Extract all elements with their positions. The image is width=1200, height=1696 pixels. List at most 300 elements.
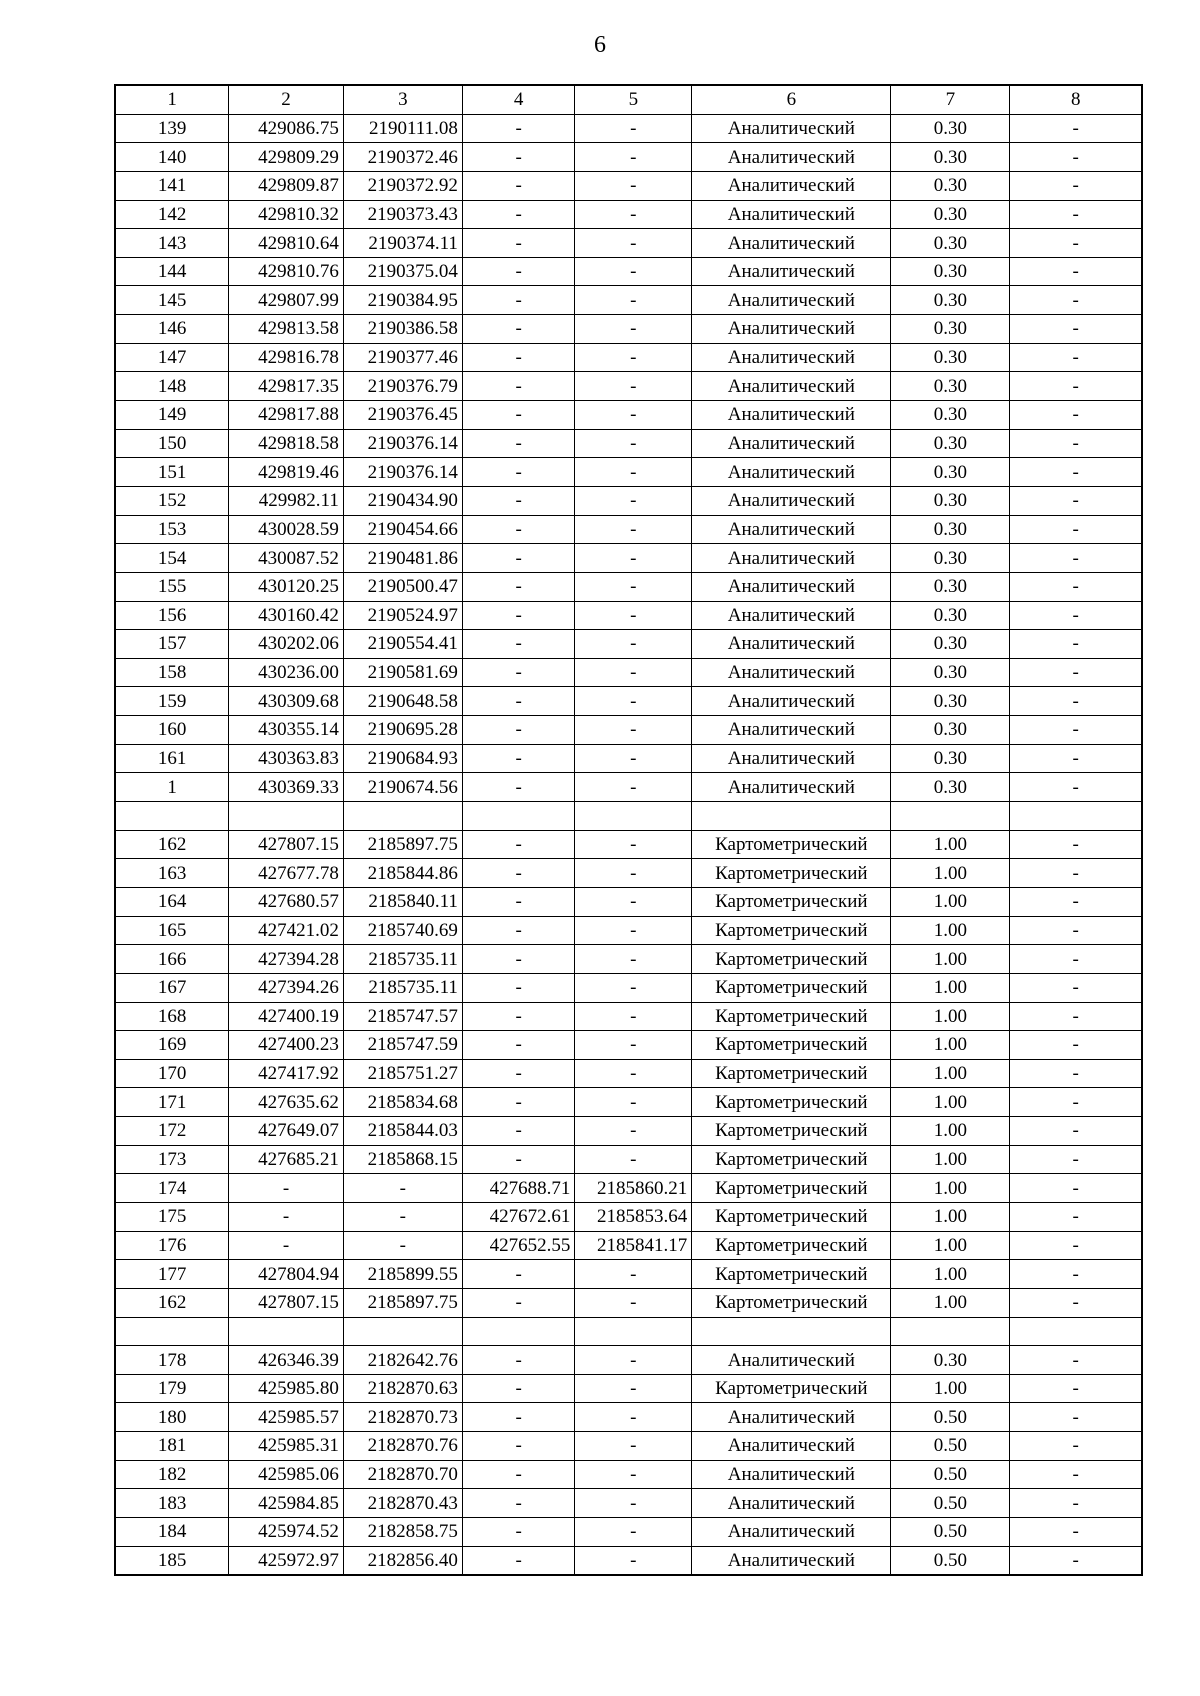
table-cell-col7: 0.30 [891,401,1010,430]
table-cell-col4: - [462,257,575,286]
table-cell-col1: 145 [115,286,229,315]
table-cell-col4: - [462,515,575,544]
table-cell-col7: 0.30 [891,658,1010,687]
table-cell-col5: - [575,687,692,716]
table-cell-col7: 0.30 [891,114,1010,143]
table-cell-col8: - [1010,744,1142,773]
column-header-4: 4 [462,85,575,114]
table-cell-col2: 426346.39 [229,1346,344,1375]
table-cell-col1: 162 [115,830,229,859]
table-row [115,315,1142,344]
table-cell-col4: - [462,458,575,487]
table-cell-col1: 157 [115,630,229,659]
table-cell-col8: - [1010,1231,1142,1260]
column-header-7: 7 [891,85,1010,114]
table-cell-col8: - [1010,429,1142,458]
table-cell-col4: - [462,1059,575,1088]
table-cell-col8: - [1010,229,1142,258]
table-cell-col6: Аналитический [692,401,891,430]
table-cell-col2: 425985.31 [229,1432,344,1461]
table-cell-col4: - [462,859,575,888]
table-cell-col4: - [462,143,575,172]
table-row [115,1518,1142,1547]
table-cell-col5: - [575,401,692,430]
table-cell-col3: 2190386.58 [343,315,462,344]
table-cell-col7: 0.50 [891,1518,1010,1547]
column-header-8: 8 [1010,85,1142,114]
table-cell-col4: - [462,973,575,1002]
table-cell-col1: 156 [115,601,229,630]
table-cell-col6: Аналитический [692,200,891,229]
table-cell-col1: 185 [115,1546,229,1575]
table-cell-col6: Картометрический [692,1374,891,1403]
table-cell-col4: - [462,229,575,258]
table-cell-col2: 425985.57 [229,1403,344,1432]
header-row [115,85,1142,114]
table-cell-col5: - [575,916,692,945]
table-cell-col8: - [1010,887,1142,916]
table-cell-col5: - [575,1403,692,1432]
table-cell-col2: 429982.11 [229,486,344,515]
table-cell-col5: - [575,887,692,916]
column-header-1: 1 [115,85,229,114]
table-cell-col4: 427688.71 [462,1174,575,1203]
table-cell-col3: 2182870.63 [343,1374,462,1403]
table-cell-col1: 182 [115,1460,229,1489]
table-cell-col3: 2185897.75 [343,1288,462,1317]
table-cell-col7: 0.30 [891,544,1010,573]
table-cell-col4: - [462,687,575,716]
table-cell-col7: 0.30 [891,773,1010,802]
table-cell-col1: 153 [115,515,229,544]
table-cell-col8: - [1010,1460,1142,1489]
table-cell-col2: 430087.52 [229,544,344,573]
table-cell-col3: 2190454.66 [343,515,462,544]
table-cell-col5: - [575,1059,692,1088]
table-cell-col5: - [575,1002,692,1031]
table-cell-col4: - [462,716,575,745]
table-cell-col7: 1.00 [891,1374,1010,1403]
table-cell-col8: - [1010,1117,1142,1146]
table-cell-col5: - [575,458,692,487]
table-cell-col7: 1.00 [891,887,1010,916]
table-cell-col5: - [575,171,692,200]
table-cell-col6: Картометрический [692,1231,891,1260]
table-cell-col6: Картометрический [692,945,891,974]
table-row [115,1346,1142,1375]
table-cell-col2: 429810.32 [229,200,344,229]
table-cell-col6: Аналитический [692,1432,891,1461]
table-cell-col8: - [1010,286,1142,315]
table-cell-col5: - [575,1432,692,1461]
table-row [115,1117,1142,1146]
table-cell-col7: 1.00 [891,859,1010,888]
table-cell-col2: 429807.99 [229,286,344,315]
table-cell-col4: - [462,372,575,401]
table-cell-col8: - [1010,1374,1142,1403]
table-cell-col2: 429086.75 [229,114,344,143]
table-cell-col7: 0.30 [891,429,1010,458]
table-cell-col4: - [462,343,575,372]
table-row [115,1059,1142,1088]
table-row [115,1002,1142,1031]
table-cell-col1: 159 [115,687,229,716]
table-cell-col4: - [462,601,575,630]
table-cell-col8: - [1010,572,1142,601]
table-cell-col1: 164 [115,887,229,916]
table-cell-col1: 180 [115,1403,229,1432]
table-row [115,343,1142,372]
table-row [115,1288,1142,1317]
table-cell-col2: 430363.83 [229,744,344,773]
table-cell-col2: 429809.29 [229,143,344,172]
table-cell-col3: 2182858.75 [343,1518,462,1547]
table-cell-col2: 425974.52 [229,1518,344,1547]
table-cell-col1: 146 [115,315,229,344]
table-cell-col5: - [575,1546,692,1575]
table-cell-col4: - [462,1374,575,1403]
table-cell-col1: 177 [115,1260,229,1289]
table-cell-col8: - [1010,171,1142,200]
table-row [115,1546,1142,1575]
table-cell-col8: - [1010,372,1142,401]
table-cell-col5: - [575,716,692,745]
table-cell-col6: Аналитический [692,343,891,372]
table-cell-col3: 2190375.04 [343,257,462,286]
table-cell-col1: 166 [115,945,229,974]
table-cell-col8: - [1010,1403,1142,1432]
table-cell-col5: - [575,114,692,143]
table-cell-col8: - [1010,601,1142,630]
table-cell-col8 [1010,1317,1142,1346]
table-cell-col5: - [575,1145,692,1174]
table-cell-col5: - [575,200,692,229]
table-cell-col1: 176 [115,1231,229,1260]
table-cell-col8: - [1010,1202,1142,1231]
table-cell-col3: 2185897.75 [343,830,462,859]
table-cell-col7: 0.30 [891,343,1010,372]
table-row [115,1202,1142,1231]
table-cell-col3: - [343,1202,462,1231]
table-row [115,286,1142,315]
table-cell-col8 [1010,802,1142,831]
table-cell-col1: 148 [115,372,229,401]
table-cell-col4: - [462,429,575,458]
table-cell-col8: - [1010,1002,1142,1031]
table-cell-col7: 0.30 [891,515,1010,544]
table-cell-col2: 429819.46 [229,458,344,487]
table-row-separator [115,802,1142,831]
table-cell-col5: - [575,1518,692,1547]
table-row [115,1231,1142,1260]
table-cell-col5: - [575,830,692,859]
table-row [115,658,1142,687]
table-cell-col6: Аналитический [692,1346,891,1375]
table-cell-col7: 0.30 [891,630,1010,659]
table-cell-col8: - [1010,143,1142,172]
table-cell-col6: Аналитический [692,286,891,315]
table-cell-col2: 427400.23 [229,1031,344,1060]
table-cell-col5: - [575,773,692,802]
table-cell-col3: 2185868.15 [343,1145,462,1174]
table-cell-col7: 1.00 [891,1288,1010,1317]
table-cell-col2: 427677.78 [229,859,344,888]
table-cell-col8: - [1010,773,1142,802]
table-cell-col3: 2185840.11 [343,887,462,916]
table-cell-col3: 2190434.90 [343,486,462,515]
table-row [115,1174,1142,1203]
table-cell-col6: Картометрический [692,1088,891,1117]
table-cell-col2: 429809.87 [229,171,344,200]
table-cell-col7: 0.30 [891,143,1010,172]
table-cell-col7: 1.00 [891,1260,1010,1289]
table-cell-col6: Аналитический [692,114,891,143]
table-cell-col3 [343,802,462,831]
table-row [115,401,1142,430]
table-cell-col8: - [1010,945,1142,974]
table-cell-col1: 174 [115,1174,229,1203]
table-cell-col4: - [462,1031,575,1060]
table-cell-col5: - [575,257,692,286]
table-cell-col7: 1.00 [891,1002,1010,1031]
table-cell-col5: - [575,544,692,573]
table-row [115,973,1142,1002]
table-cell-col5 [575,1317,692,1346]
table-cell-col6: Картометрический [692,1031,891,1060]
table-cell-col8: - [1010,716,1142,745]
table-cell-col3: 2190695.28 [343,716,462,745]
table-row [115,1088,1142,1117]
table-cell-col6: Аналитический [692,429,891,458]
table-cell-col6: Картометрический [692,830,891,859]
table-cell-col5: - [575,229,692,258]
table-cell-col3: 2182856.40 [343,1546,462,1575]
table-cell-col3: 2190376.14 [343,458,462,487]
table-cell-col7: 0.30 [891,257,1010,286]
table-cell-col7: 0.50 [891,1403,1010,1432]
table-cell-col6: Аналитический [692,601,891,630]
table-cell-col6: Аналитический [692,1403,891,1432]
table-cell-col6: Аналитический [692,229,891,258]
table-cell-col8: - [1010,515,1142,544]
table-row [115,171,1142,200]
table-cell-col6: Картометрический [692,1260,891,1289]
table-cell-col6: Картометрический [692,859,891,888]
table-cell-col3: 2182870.76 [343,1432,462,1461]
table-cell-col1: 179 [115,1374,229,1403]
table-cell-col8: - [1010,1088,1142,1117]
table-cell-col2: 425984.85 [229,1489,344,1518]
table-cell-col2: 430202.06 [229,630,344,659]
table-row [115,1489,1142,1518]
table-row [115,458,1142,487]
table-cell-col1: 150 [115,429,229,458]
table-cell-col2: 429813.58 [229,315,344,344]
table-cell-col8: - [1010,544,1142,573]
table-cell-col6: Картометрический [692,1288,891,1317]
table-row [115,200,1142,229]
table-cell-col6: Аналитический [692,372,891,401]
table-cell-col3: 2185747.59 [343,1031,462,1060]
table-cell-col4: - [462,1403,575,1432]
table-cell-col8: - [1010,687,1142,716]
table-cell-col4: - [462,773,575,802]
table-cell-col5: - [575,859,692,888]
table-cell-col4: - [462,171,575,200]
table-cell-col3: 2190384.95 [343,286,462,315]
table-cell-col5: - [575,429,692,458]
table-cell-col5: - [575,1288,692,1317]
table-cell-col1: 169 [115,1031,229,1060]
table-row [115,229,1142,258]
table-cell-col6: Аналитический [692,315,891,344]
table-cell-col2: 429816.78 [229,343,344,372]
table-row [115,1432,1142,1461]
table-cell-col7: 1.00 [891,1088,1010,1117]
table-cell-col1: 152 [115,486,229,515]
table-cell-col3: 2190376.79 [343,372,462,401]
table-cell-col5: - [575,486,692,515]
table-cell-col4: - [462,1288,575,1317]
table-cell-col7: 1.00 [891,1231,1010,1260]
table-cell-col6: Аналитический [692,1489,891,1518]
table-cell-col1: 175 [115,1202,229,1231]
table-cell-col6: Картометрический [692,1145,891,1174]
table-cell-col1: 161 [115,744,229,773]
table-row [115,887,1142,916]
table-cell-col1: 184 [115,1518,229,1547]
table-cell-col2: 429818.58 [229,429,344,458]
table-cell-col6: Аналитический [692,257,891,286]
table-cell-col4: 427652.55 [462,1231,575,1260]
table-cell-col8: - [1010,658,1142,687]
table-cell-col2: 425985.80 [229,1374,344,1403]
table-row [115,572,1142,601]
table-cell-col6: Аналитический [692,171,891,200]
table-cell-col5: - [575,1374,692,1403]
table-cell-col5: - [575,744,692,773]
table-cell-col2: 429810.76 [229,257,344,286]
table-cell-col7: 0.30 [891,171,1010,200]
table-cell-col3: 2190684.93 [343,744,462,773]
table-cell-col7: 1.00 [891,945,1010,974]
table-cell-col6: Картометрический [692,1117,891,1146]
coordinates-table [114,84,1143,1576]
table-cell-col5: - [575,572,692,601]
table-cell-col3: 2190481.86 [343,544,462,573]
table-cell-col3: 2185834.68 [343,1088,462,1117]
table-cell-col8: - [1010,343,1142,372]
column-header-2: 2 [229,85,344,114]
table-cell-col5: - [575,658,692,687]
table-cell-col3: 2185844.03 [343,1117,462,1146]
table-cell-col1 [115,1317,229,1346]
table-cell-col1: 165 [115,916,229,945]
table-cell-col8: - [1010,315,1142,344]
table-cell-col3: 2182870.70 [343,1460,462,1489]
table-cell-col5: - [575,1489,692,1518]
table-cell-col7: 0.30 [891,372,1010,401]
table-cell-col2: 427421.02 [229,916,344,945]
table-cell-col3: - [343,1174,462,1203]
table-body [115,114,1142,1575]
table-cell-col8: - [1010,630,1142,659]
table-cell-col7 [891,802,1010,831]
table-row [115,773,1142,802]
table-cell-col3 [343,1317,462,1346]
table-cell-col3: 2190674.56 [343,773,462,802]
table-cell-col4: - [462,1460,575,1489]
table-row [115,945,1142,974]
table-cell-col6 [692,802,891,831]
table-row [115,544,1142,573]
table-cell-col1: 147 [115,343,229,372]
table-cell-col6: Аналитический [692,486,891,515]
table-row [115,744,1142,773]
table-cell-col5: - [575,973,692,1002]
table-cell-col5: 2185841.17 [575,1231,692,1260]
table-cell-col6: Аналитический [692,1518,891,1547]
table-cell-col2 [229,802,344,831]
table-cell-col1: 171 [115,1088,229,1117]
table-cell-col4: - [462,830,575,859]
table-cell-col1: 139 [115,114,229,143]
table-cell-col2: 427649.07 [229,1117,344,1146]
table-cell-col5: - [575,143,692,172]
page-number: 6 [594,32,606,58]
table-cell-col4 [462,802,575,831]
table-cell-col1: 162 [115,1288,229,1317]
table-cell-col3: - [343,1231,462,1260]
table-cell-col7: 0.50 [891,1489,1010,1518]
table-cell-col1: 140 [115,143,229,172]
table-cell-col6: Аналитический [692,515,891,544]
table-cell-col5: - [575,1460,692,1489]
table-cell-col5: 2185860.21 [575,1174,692,1203]
table-cell-col8: - [1010,1489,1142,1518]
table-cell-col3: 2182642.76 [343,1346,462,1375]
table-cell-col4: - [462,1088,575,1117]
table-cell-col6: Аналитический [692,716,891,745]
table-cell-col1: 163 [115,859,229,888]
table-cell-col4: 427672.61 [462,1202,575,1231]
table-cell-col5 [575,802,692,831]
table-cell-col1: 173 [115,1145,229,1174]
table-cell-col2: 430120.25 [229,572,344,601]
table-cell-col7: 0.30 [891,315,1010,344]
table-cell-col2: - [229,1174,344,1203]
table-cell-col6: Аналитический [692,1546,891,1575]
table-cell-col4 [462,1317,575,1346]
table-cell-col3: 2190581.69 [343,658,462,687]
table-cell-col4: - [462,315,575,344]
table-cell-col6: Аналитический [692,773,891,802]
table-cell-col6: Картометрический [692,1002,891,1031]
table-row [115,830,1142,859]
table-row [115,372,1142,401]
table-cell-col8: - [1010,916,1142,945]
table-cell-col1: 1 [115,773,229,802]
table-cell-col7: 1.00 [891,830,1010,859]
table-cell-col4: - [462,1489,575,1518]
table-cell-col6: Картометрический [692,973,891,1002]
table-cell-col2: 429817.35 [229,372,344,401]
table-cell-col1: 142 [115,200,229,229]
table-cell-col3: 2190374.11 [343,229,462,258]
table-cell-col7: 1.00 [891,973,1010,1002]
table-cell-col5: - [575,1346,692,1375]
table-cell-col4: - [462,1518,575,1547]
